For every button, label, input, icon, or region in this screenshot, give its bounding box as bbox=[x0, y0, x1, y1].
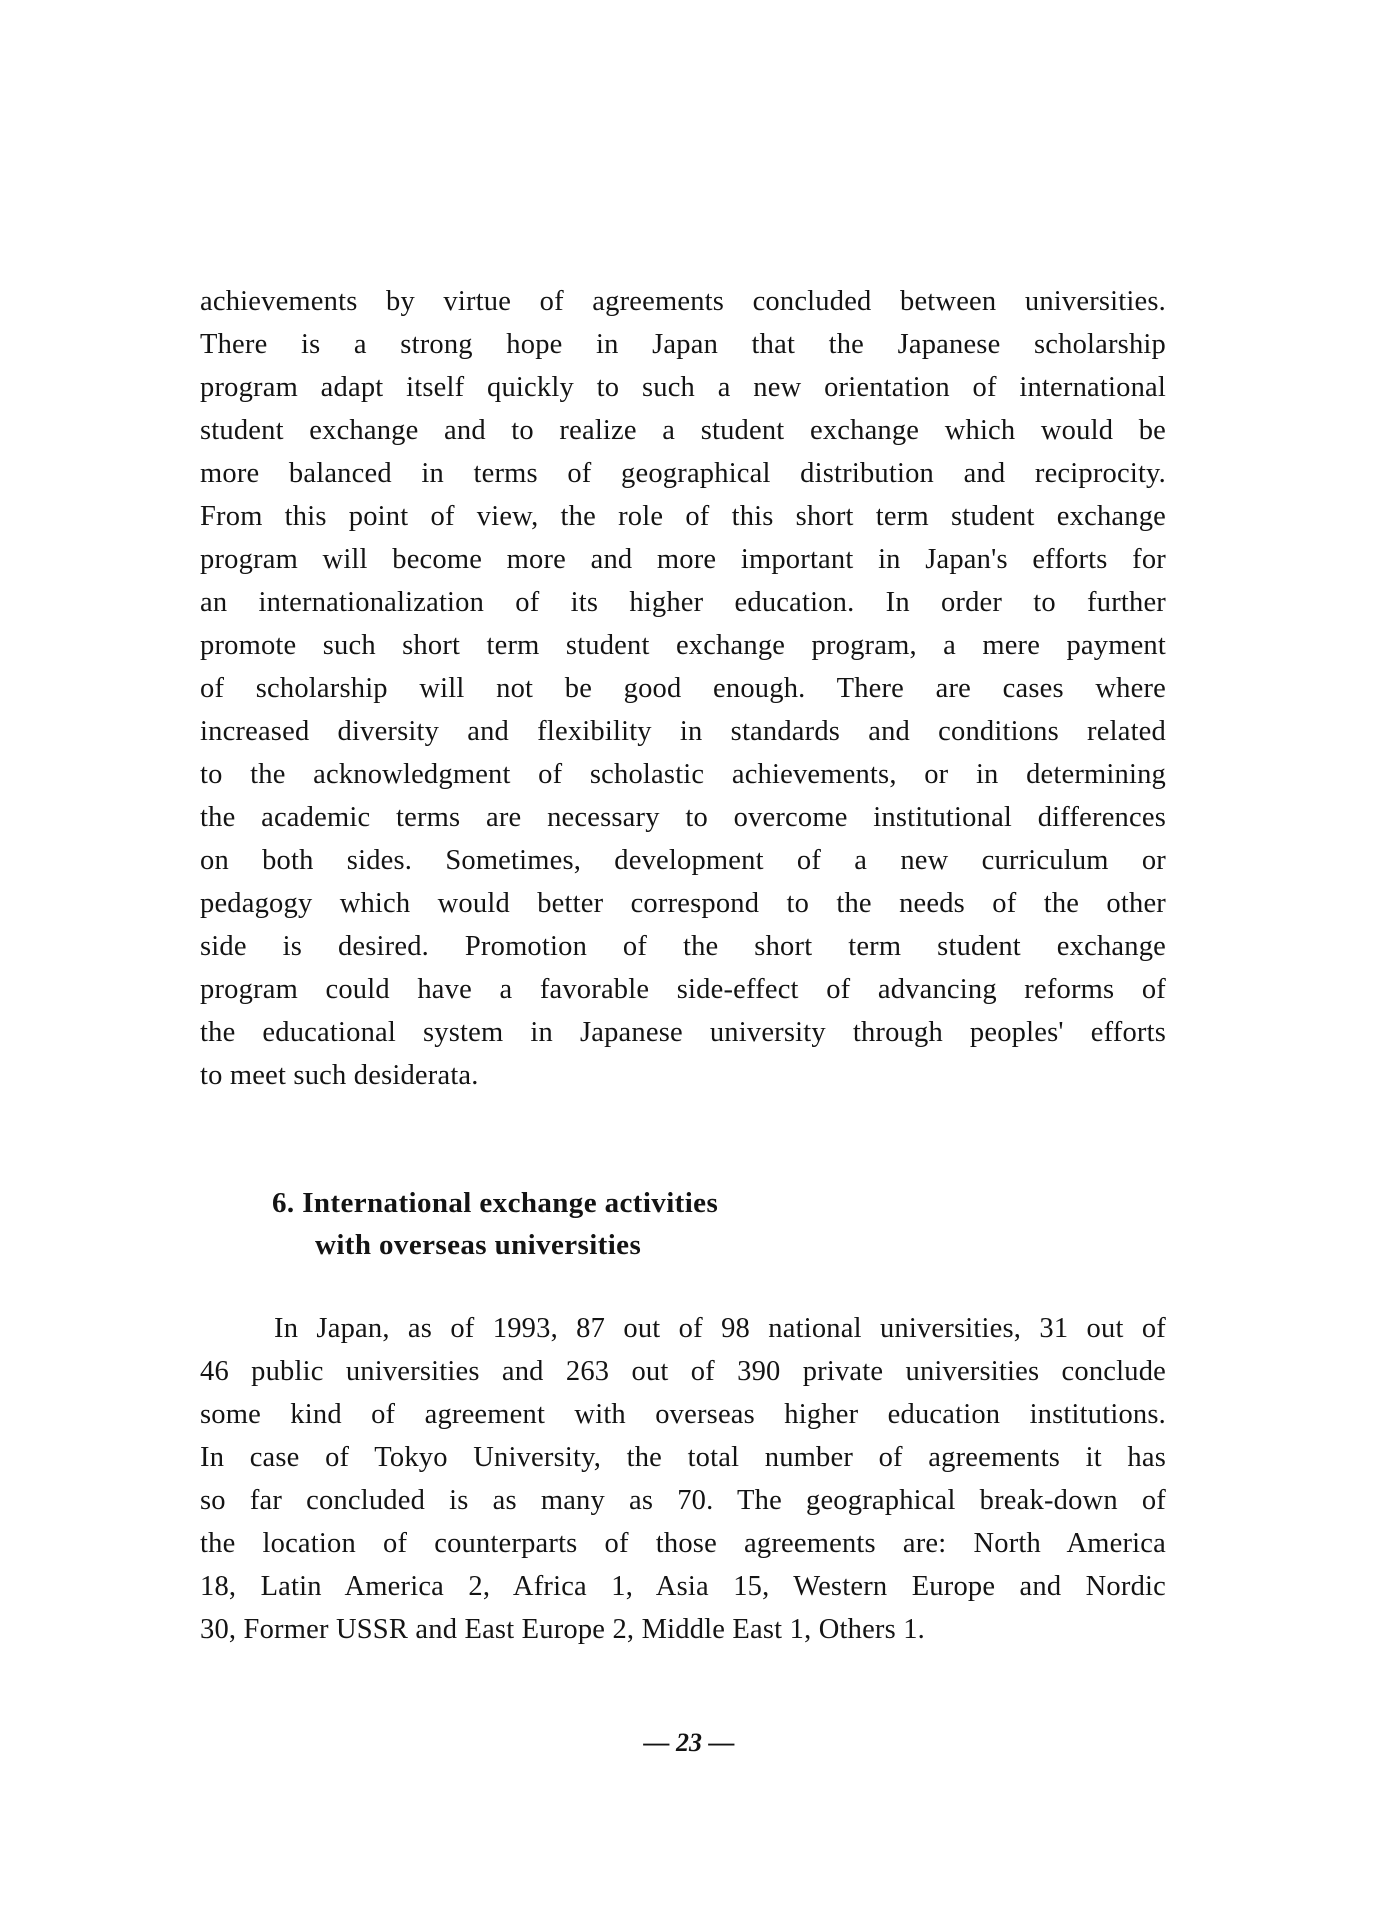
text-line: program will become more and more important in Japan's efforts for bbox=[200, 544, 1166, 575]
text-line: on both sides. Sometimes, development of a new curriculum or bbox=[200, 845, 1166, 876]
text-line: more balanced in terms of geographical distribution and reciprocity. bbox=[200, 458, 1166, 489]
section-heading-line-1: 6. International exchange activities bbox=[272, 1187, 719, 1219]
text-line: to the acknowledgment of scholastic achievements, or in determining bbox=[200, 759, 1166, 790]
text-line: From this point of view, the role of this short term student exchange bbox=[200, 501, 1166, 532]
paragraph-exchange-agreements bbox=[200, 1307, 1166, 1651]
text-line: side is desired. Promotion of the short term student exchange bbox=[200, 931, 1166, 962]
text-line: program could have a favorable side-effect of advancing reforms of bbox=[200, 974, 1166, 1005]
text-line: pedagogy which would better correspond to the needs of the other bbox=[200, 888, 1166, 919]
text-line: an internationalization of its higher education. In order to further bbox=[200, 587, 1166, 618]
paragraph-student-exchange bbox=[200, 280, 1166, 1097]
text-line: There is a strong hope in Japan that the Japanese scholarship bbox=[200, 329, 1166, 360]
text-line: the educational system in Japanese university through peoples' efforts bbox=[200, 1017, 1166, 1048]
section-heading-line-2: with overseas universities bbox=[315, 1229, 642, 1261]
text-line: some kind of agreement with overseas higher education institutions. bbox=[200, 1399, 1166, 1430]
text-line: so far concluded is as many as 70. The geographical break-down of bbox=[200, 1485, 1166, 1516]
text-line: the academic terms are necessary to overcome institutional differences bbox=[200, 802, 1166, 833]
text-line: the location of counterparts of those agreements are: North America bbox=[200, 1528, 1166, 1559]
text-line: In case of Tokyo University, the total number of agreements it has bbox=[200, 1442, 1166, 1473]
text-line: promote such short term student exchange program, a mere payment bbox=[200, 630, 1166, 661]
text-line: achievements by virtue of agreements concluded between universities. bbox=[200, 286, 1166, 317]
page-number: — 23 — bbox=[643, 1728, 735, 1757]
text-line: of scholarship will not be good enough. There are cases where bbox=[200, 673, 1166, 704]
text-line: to meet such desiderata. bbox=[200, 1060, 479, 1091]
text-line: 30, Former USSR and East Europe 2, Middle East 1, Others 1. bbox=[200, 1614, 926, 1645]
text-line: 46 public universities and 263 out of 390 private universities conclude bbox=[200, 1356, 1166, 1387]
text-line: In Japan, as of 1993, 87 out of 98 national universities, 31 out of bbox=[274, 1313, 1166, 1344]
text-line: program adapt itself quickly to such a new orientation of international bbox=[200, 372, 1166, 403]
section-heading bbox=[272, 1182, 718, 1266]
text-line: increased diversity and flexibility in standards and conditions related bbox=[200, 716, 1166, 747]
text-line: student exchange and to realize a student exchange which would be bbox=[200, 415, 1166, 446]
text-line: 18, Latin America 2, Africa 1, Asia 15, Western Europe and Nordic bbox=[200, 1571, 1166, 1602]
